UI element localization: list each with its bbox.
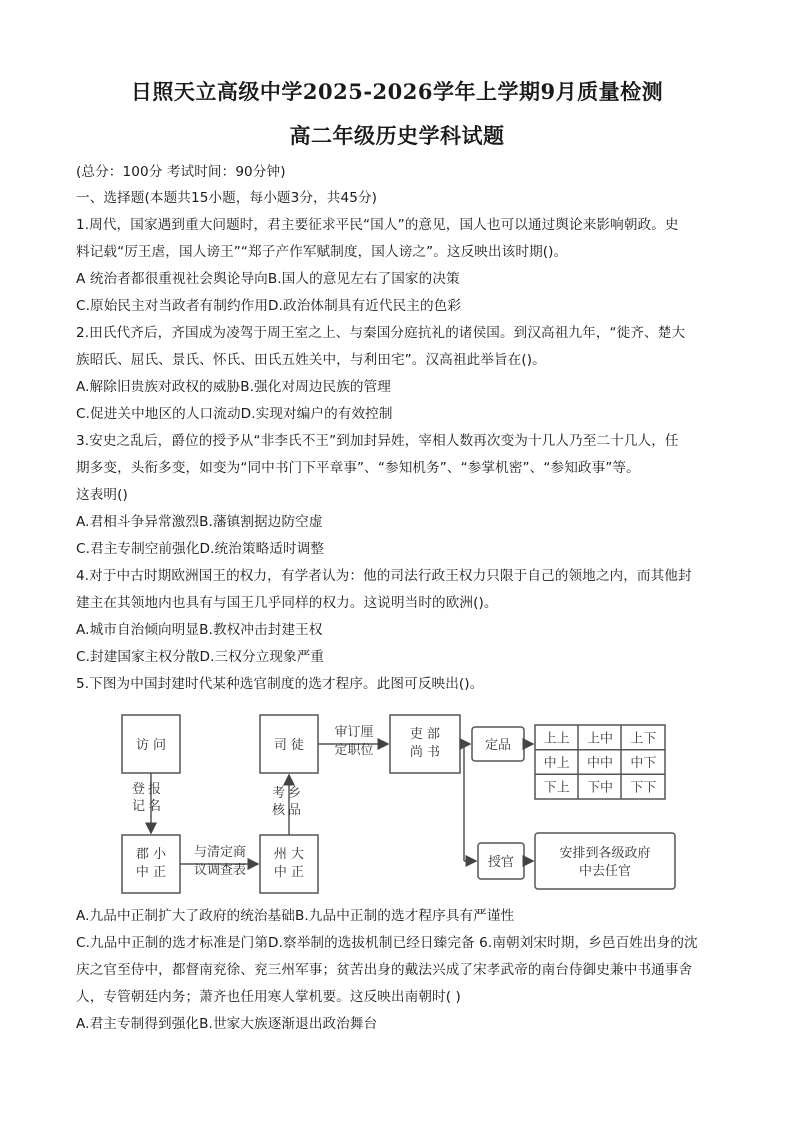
arrow-label-dengji: 报名登记: [132, 782, 162, 814]
box-zhouzhong: [260, 835, 318, 893]
q2-stem: 族昭氏、屈氏、景氏、怀氏、田氏五姓关中，与利田宅”。汉高祖此举旨在()。: [76, 352, 546, 368]
label-junzhong: 郡 小中 正: [135, 847, 167, 880]
box-libu: [390, 715, 460, 773]
exam-subtitle: 高二年级历史学科试题: [289, 123, 505, 148]
grade-cell: 中上: [543, 756, 570, 771]
arrow-label-kaohe: 乡品考核: [272, 786, 302, 818]
q1-stem: 1.周代，国家遇到重大问题时，君主要征求平民“国人”的意见，国人也可以通过舆论来影响朝政。史: [76, 217, 679, 233]
arrow-label-yuqingding: 与清定商议调查表: [193, 845, 247, 878]
q4-options: C.封建国家主权分散D.三权分立现象严重: [76, 649, 325, 665]
q6-options: A.君主专制得到强化B.世家大族逐渐退出政治舞台: [76, 1016, 378, 1032]
exam-title: 日照天立高级中学2025-2026学年上学期9月质量检测: [130, 79, 664, 104]
label-fangwen: 访 问: [135, 738, 167, 753]
box-anpai: [535, 833, 675, 889]
q5-options: A.九品中正制扩大了政府的统治基础B.九品中正制的选才程序具有严谨性: [76, 908, 515, 924]
q1-stem: 料记载“厉王虐，国人谤王”“郑子产作军赋制度，国人谤之”。这反映出该时期()。: [76, 244, 568, 260]
grade-cells: [544, 730, 657, 795]
arrow-label-shending: 审订厘定职位: [334, 725, 374, 758]
q3-stem: 期多变，头衔多变，如变为“同中书门下平章事”、“参知机务”、“参掌机密”、“参知政事”等。: [76, 460, 640, 476]
grade-cell: 上下: [630, 731, 657, 747]
label-shouguan: 授官: [487, 855, 515, 870]
grade-cell: 下下: [630, 780, 657, 796]
q2-options: C.促进关中地区的人口流动D.实现对编户的有效控制: [76, 406, 393, 422]
q3-options: C.君主专制空前强化D.统治策略适时调整: [76, 541, 325, 557]
exam-info: (总分：100分 考试时间：90分钟): [76, 164, 286, 180]
grade-cell: 下上: [543, 780, 570, 796]
q6-stem: 庆之官至侍中，都督南兖徐、兖三州军事；贫苦出身的戴法兴成了宋孝武帝的南台侍御史兼中书通事舍: [76, 962, 693, 978]
grade-cell: 下中: [586, 780, 614, 796]
grade-cell: 上上: [543, 731, 570, 747]
q3-stem: 这表明(): [76, 487, 128, 503]
box-junzhong: [122, 835, 180, 893]
section-heading: 一、选择题(本题共15小题，每小题3分，共45分): [76, 190, 378, 206]
q5-options: C.九品中正制的选才标准是门第D.察举制的选拔机制已经日臻完备 6.南朝刘宋时期，乡邑百姓出身的沈: [76, 935, 698, 951]
label-zhouzhong: 州 大中 正: [273, 847, 305, 880]
label-libu: 吏 部尚 书: [409, 727, 441, 760]
q4-stem: 建主在其领地内也具有与国王几乎同样的权力。这说明当时的欧洲()。: [76, 595, 498, 611]
q3-stem: 3.安史之乱后，爵位的授予从“非李氏不王”到加封异姓，宰相人数再次变为十几人乃至二十几人，任: [76, 433, 679, 449]
q4-stem: 4.对于中古时期欧洲国王的权力，有学者认为：他的司法行政王权力只限于自己的领地之内，而其他封: [76, 568, 692, 584]
q1-options: A 统治者都很重视社会舆论导向B.国人的意见左右了国家的决策: [76, 271, 460, 287]
selection-process-diagram: [110, 705, 680, 900]
q5-stem: 5.下图为中国封建时代某种选官制度的选才程序。此图可反映出()。: [76, 676, 484, 692]
label-situ: 司 徒: [273, 738, 305, 753]
q1-options: C.原始民主对当政者有制约作用D.政治体制具有近代民主的色彩: [76, 298, 462, 314]
label-dingpin: 定品: [484, 738, 512, 753]
grade-cell: 中下: [630, 756, 657, 771]
grade-cell: 中中: [586, 756, 614, 771]
grade-cell: 上中: [586, 731, 614, 747]
q3-options: A.君相斗争异常激烈B.藩镇割据边防空虚: [76, 514, 323, 530]
q4-options: A.城市自治倾向明显B.教权冲击封建王权: [76, 622, 323, 638]
label-anpai: 安排到各级政府中去任官: [559, 846, 651, 879]
q6-stem: 人，专管朝廷内务；萧齐也任用寒人掌机要。这反映出南朝时( ): [76, 989, 461, 1005]
q2-stem: 2.田氏代齐后，齐国成为凌驾于周王室之上、与秦国分庭抗礼的诸侯国。到汉高祖九年，“徙齐、楚大: [76, 325, 686, 341]
q2-options: A.解除旧贵族对政权的威胁B.强化对周边民族的管理: [76, 379, 391, 395]
